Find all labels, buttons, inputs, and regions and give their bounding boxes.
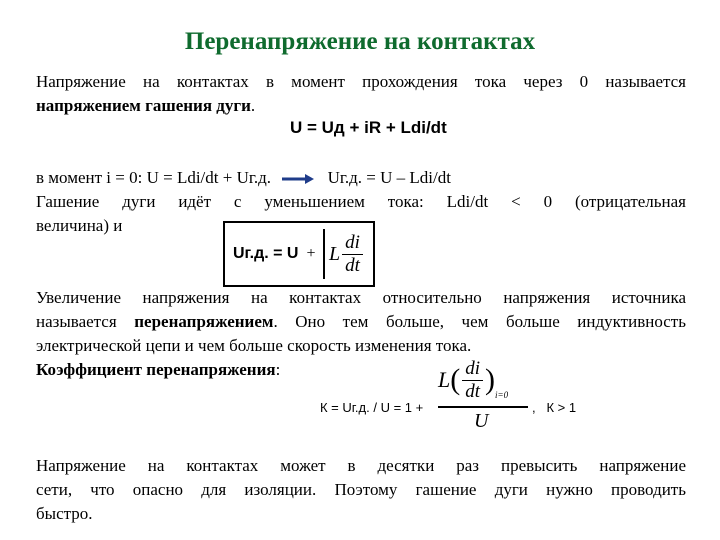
boxed-formula-lhs: Uг.д. = U bbox=[233, 245, 299, 262]
boxed-frac-den: dt bbox=[345, 254, 360, 276]
damping-line-1: Гашение дуги идёт с уменьшением тока: Ldi/dt < 0 (отрицательная bbox=[36, 192, 686, 211]
coef-numerator bbox=[438, 356, 528, 404]
coef-inner-fraction bbox=[462, 358, 483, 403]
coef-L: L bbox=[438, 367, 451, 392]
ov-line2-start: называется bbox=[36, 312, 135, 331]
coef-fraction-line bbox=[438, 406, 528, 408]
moment-formula: в момент i = 0: U = Ldi/dt + Uг.д. bbox=[36, 168, 272, 187]
main-formula: U = Uд + iR + Ldi/dt bbox=[290, 118, 447, 137]
damping-line-2: величина) и bbox=[36, 216, 123, 235]
conclusion-line-3: быстро. bbox=[36, 504, 93, 523]
coef-denominator: U bbox=[474, 410, 489, 432]
coef-label: Коэффициент перенапряжения bbox=[36, 360, 276, 379]
paren-close-icon: ) bbox=[485, 363, 496, 396]
intro-line-1: Напряжение на контактах в момент прохождения тока через 0 называется bbox=[36, 72, 686, 91]
boxed-formula-fraction bbox=[342, 232, 363, 277]
coef-formula bbox=[320, 356, 620, 436]
boxed-formula-plus: + bbox=[306, 245, 316, 262]
moment-line bbox=[36, 166, 686, 190]
coef-frac-num: di bbox=[462, 358, 483, 381]
term-arc-voltage: напряжением гашения дуги bbox=[36, 96, 251, 115]
overvoltage-line-1: Увеличение напряжения на контактах относительно напряжения источника bbox=[36, 288, 686, 307]
arrow-right-icon bbox=[281, 173, 315, 185]
term-overvoltage: перенапряжением bbox=[134, 312, 274, 331]
boxed-formula-L: L bbox=[328, 242, 341, 265]
coef-condition: , К > 1 bbox=[532, 400, 577, 415]
paren-open-icon: ( bbox=[450, 363, 461, 396]
overvoltage-line-3: электрической цепи и чем больше скорость изменения тока. bbox=[36, 336, 472, 355]
coef-subscript: i=0 bbox=[495, 390, 509, 400]
intro-period: . bbox=[250, 96, 256, 115]
intro-line-2 bbox=[36, 94, 686, 118]
page-title: Перенапряжение на контактах bbox=[184, 28, 536, 55]
overvoltage-line-2 bbox=[36, 310, 686, 334]
coef-frac-den: dt bbox=[465, 380, 481, 402]
boxed-formula bbox=[223, 221, 375, 287]
conclusion-line-1: Напряжение на контактах может в десятки раз превысить напряжение bbox=[36, 456, 686, 475]
coef-colon: : bbox=[275, 360, 281, 379]
coef-formula-lhs: К = Uг.д. / U = 1 + bbox=[320, 400, 424, 415]
moment-result: Uг.д. = U – Ldi/dt bbox=[327, 168, 451, 187]
conclusion-line-2: сети, что опасно для изоляции. Поэтому гашение дуги нужно проводить bbox=[36, 480, 686, 499]
ov-line2-end: . Оно тем больше, чем больше индуктивность bbox=[273, 312, 686, 331]
boxed-frac-num: di bbox=[342, 232, 363, 255]
abs-bar-left bbox=[323, 229, 325, 279]
